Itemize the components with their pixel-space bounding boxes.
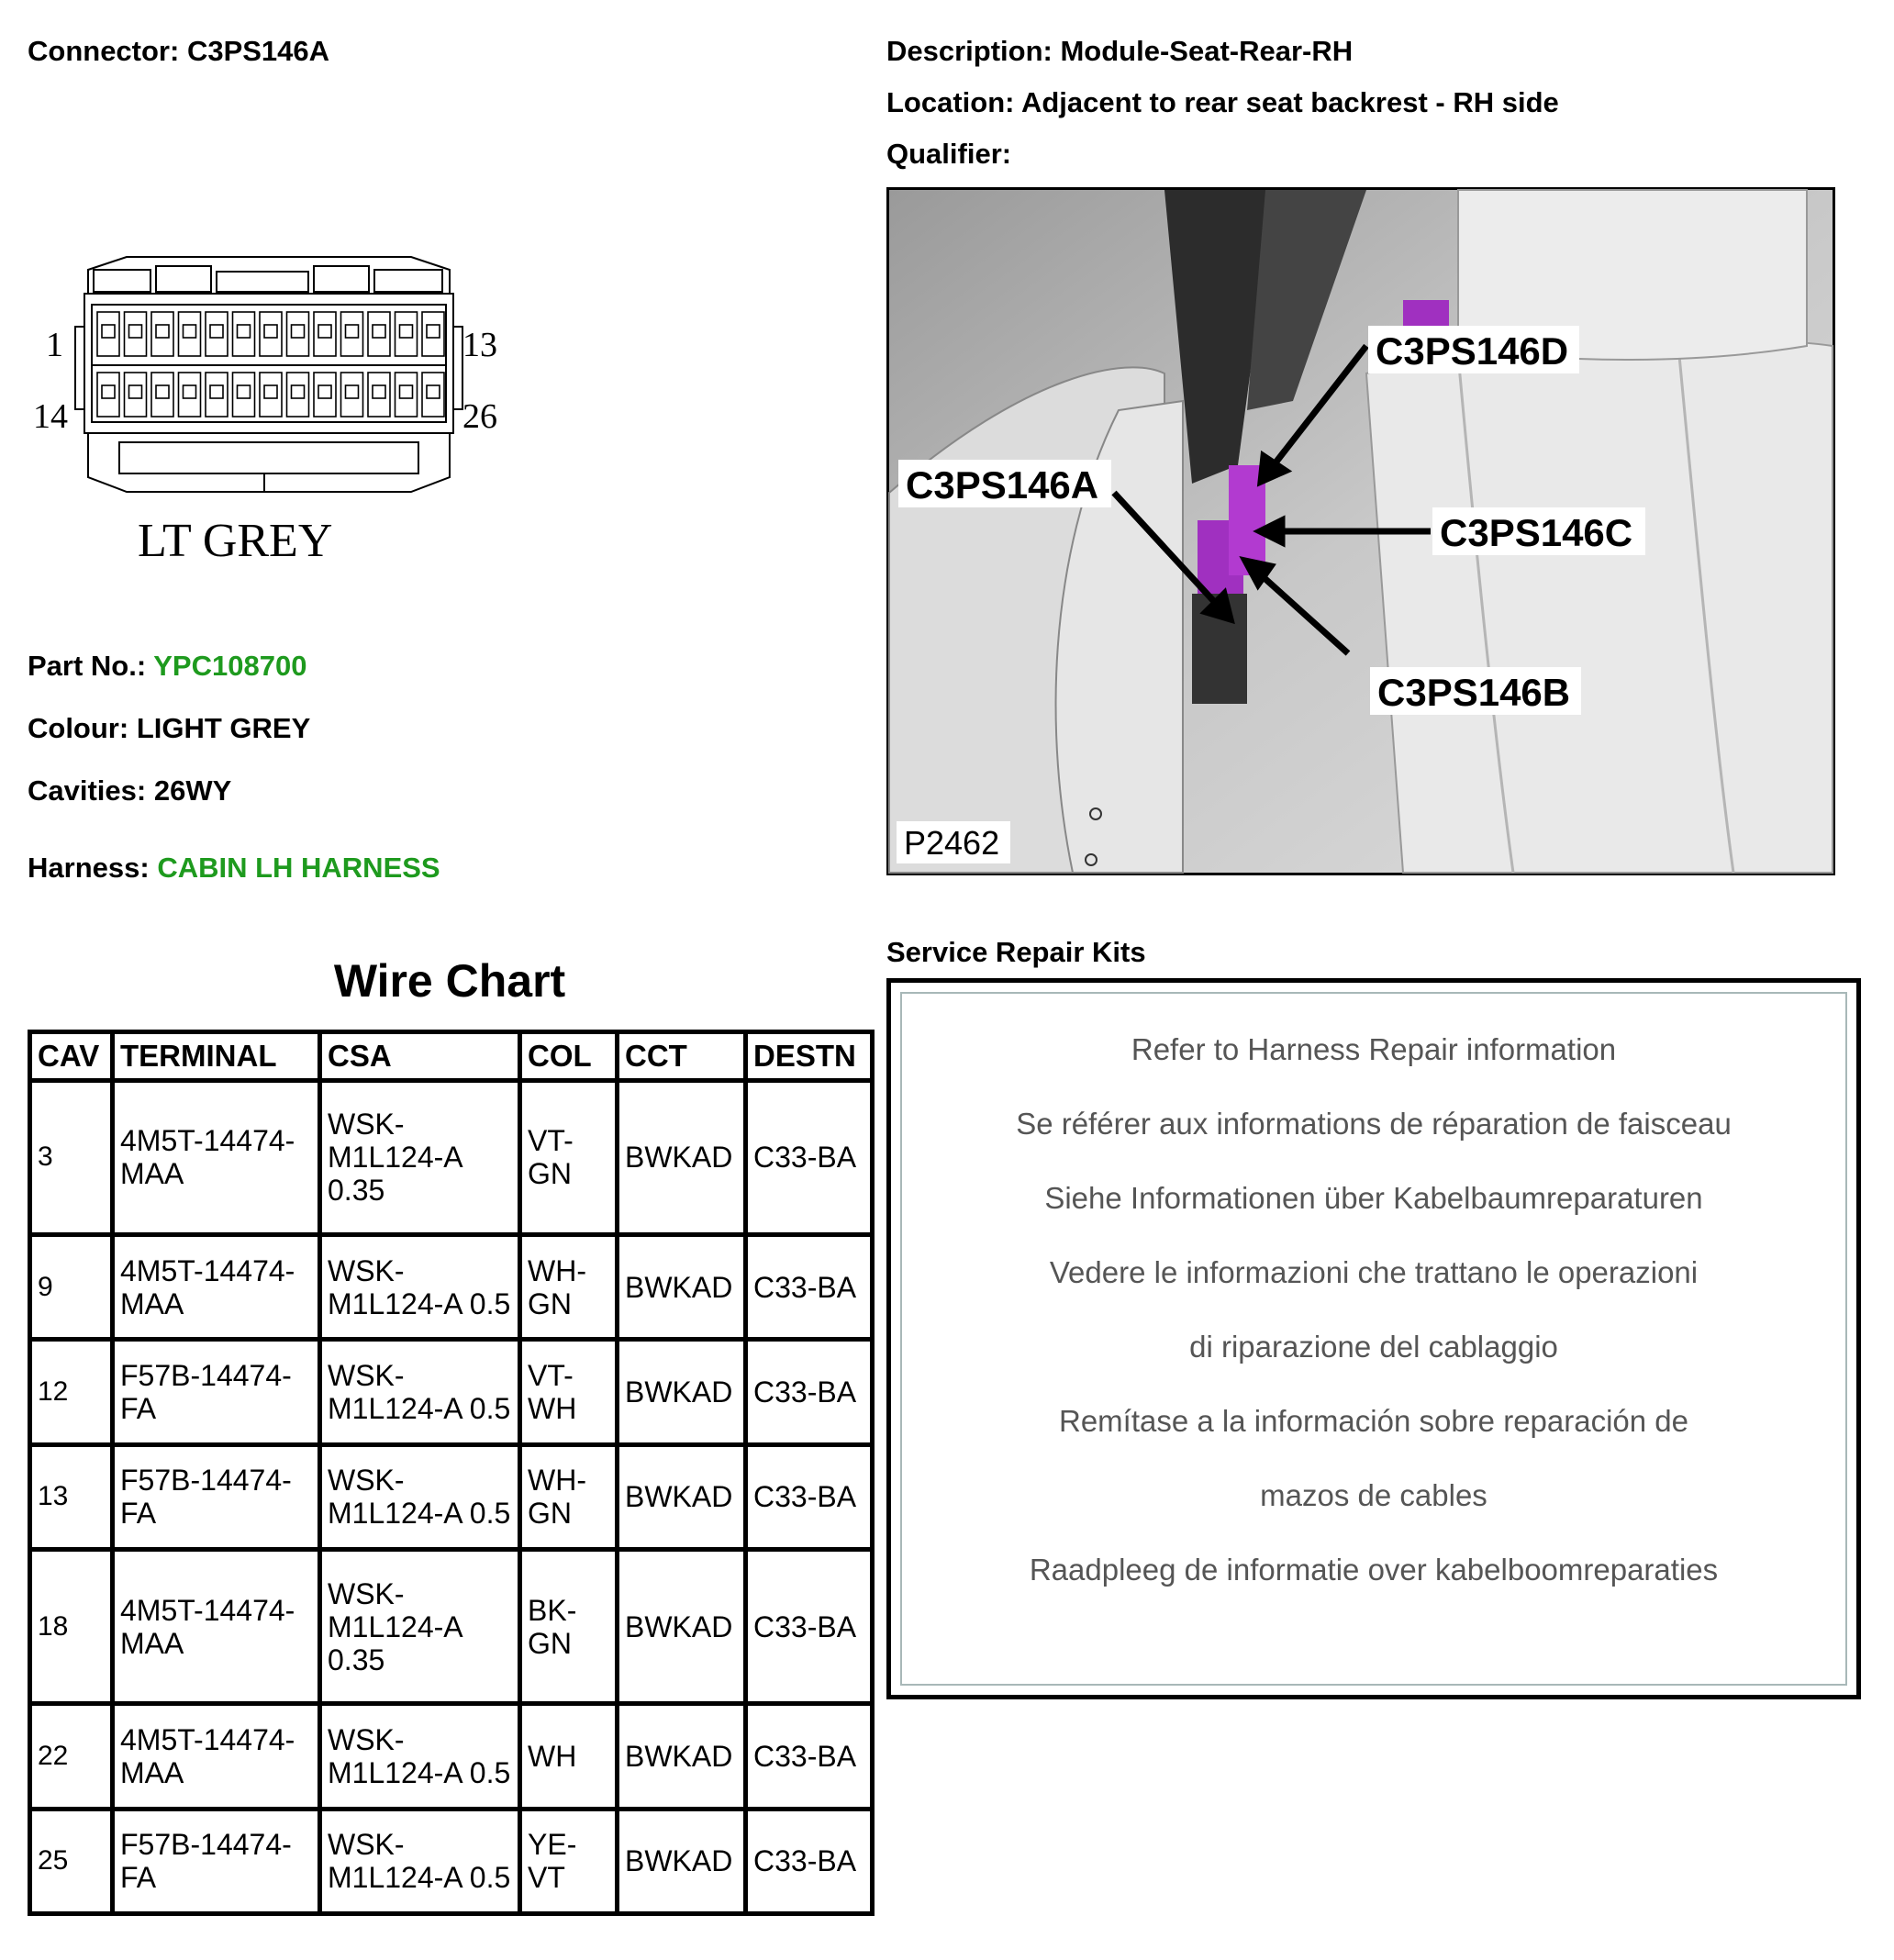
- repair-info-line: mazos de cables: [1260, 1478, 1487, 1512]
- description-field: [886, 35, 1353, 68]
- table-cell-csa: WSK-M1L124-A 0.35: [320, 1550, 520, 1704]
- colour-field: [28, 712, 310, 745]
- table-cell-cct: BWKAD: [618, 1081, 746, 1235]
- table-cell-cav: 13: [30, 1444, 113, 1549]
- pin-label-13: 13: [462, 326, 497, 364]
- table-cell-col: WH-GN: [520, 1234, 618, 1339]
- table-cell-terminal: 4M5T-14474-MAA: [113, 1704, 320, 1809]
- harness-field: [28, 852, 440, 885]
- pin-label-14: 14: [33, 397, 68, 436]
- table-cell-destn: C33-BA: [746, 1444, 873, 1549]
- service-repair-kits-box: [886, 978, 1861, 1699]
- table-cell-cct: BWKAD: [618, 1704, 746, 1809]
- repair-info-line: Remítase a la información sobre reparación de: [1058, 1404, 1689, 1438]
- part-no-label: Part No.:: [28, 650, 147, 682]
- repair-info-line: Se référer aux informations de réparation de faisceau: [1016, 1107, 1732, 1141]
- table-header-row: [30, 1032, 873, 1081]
- connector-field: [28, 35, 329, 68]
- service-repair-kits-panel: [900, 992, 1847, 1686]
- table-cell-col: VT-GN: [520, 1081, 618, 1235]
- description-value: Module-Seat-Rear-RH: [1060, 35, 1354, 67]
- part-no-field: [28, 650, 306, 683]
- table-cell-destn: C33-BA: [746, 1234, 873, 1339]
- part-no-link[interactable]: YPC108700: [153, 650, 307, 682]
- table-cell-cct: BWKAD: [618, 1444, 746, 1549]
- table-cell-terminal: F57B-14474-FA: [113, 1809, 320, 1913]
- connector-colour-text: LT GREY: [138, 515, 333, 567]
- qualifier-label: Qualifier:: [886, 138, 1012, 170]
- figure-id: P2462: [904, 824, 1000, 862]
- table-cell-csa: WSK-M1L124-A 0.35: [320, 1081, 520, 1235]
- table-cell-csa: WSK-M1L124-A 0.5: [320, 1704, 520, 1809]
- column-header-csa: CSA: [320, 1032, 520, 1081]
- table-row: [30, 1234, 873, 1339]
- connector-label: Connector:: [28, 35, 180, 67]
- connector-face-diagram: [26, 248, 497, 569]
- column-header-col: COL: [520, 1032, 618, 1081]
- table-cell-terminal: F57B-14474-FA: [113, 1340, 320, 1444]
- cavities-value: 26WY: [153, 774, 232, 807]
- table-row: [30, 1704, 873, 1809]
- repair-info-line: Raadpleeg de informatie over kabelboomreparaties: [1029, 1553, 1719, 1587]
- table-cell-cav: 25: [30, 1809, 113, 1913]
- location-field: [886, 86, 1559, 119]
- table-cell-destn: C33-BA: [746, 1550, 873, 1704]
- table-cell-destn: C33-BA: [746, 1340, 873, 1444]
- location-value: Adjacent to rear seat backrest - RH side: [1020, 86, 1559, 118]
- table-cell-destn: C33-BA: [746, 1081, 873, 1235]
- table-cell-cct: BWKAD: [618, 1809, 746, 1913]
- pin-label-1: 1: [46, 326, 63, 364]
- location-illustration: [889, 190, 1833, 873]
- table-cell-col: WH-GN: [520, 1444, 618, 1549]
- cavities-field: [28, 774, 231, 807]
- table-cell-csa: WSK-M1L124-A 0.5: [320, 1809, 520, 1913]
- harness-link[interactable]: CABIN LH HARNESS: [157, 852, 440, 884]
- wire-chart-table: [28, 1030, 875, 1916]
- table-cell-col: WH: [520, 1704, 618, 1809]
- column-header-terminal: TERMINAL: [113, 1032, 320, 1081]
- table-cell-cct: BWKAD: [618, 1234, 746, 1339]
- table-cell-terminal: F57B-14474-FA: [113, 1444, 320, 1549]
- table-cell-cav: 12: [30, 1340, 113, 1444]
- table-cell-csa: WSK-M1L124-A 0.5: [320, 1340, 520, 1444]
- table-cell-terminal: 4M5T-14474-MAA: [113, 1550, 320, 1704]
- service-repair-kits-title: Service Repair Kits: [886, 936, 1146, 968]
- callout-c3ps146a: C3PS146A: [906, 463, 1099, 507]
- table-cell-col: BK-GN: [520, 1550, 618, 1704]
- repair-info-line: Refer to Harness Repair information: [1131, 1032, 1617, 1066]
- location-photo: [886, 187, 1835, 875]
- table-cell-cav: 22: [30, 1704, 113, 1809]
- location-label: Location:: [886, 86, 1015, 118]
- repair-info-line: Siehe Informationen über Kabelbaumreparaturen: [1044, 1181, 1703, 1215]
- colour-label: Colour:: [28, 712, 129, 744]
- table-cell-destn: C33-BA: [746, 1704, 873, 1809]
- colour-value: LIGHT GREY: [136, 712, 311, 744]
- repair-info-line: di riparazione del cablaggio: [1189, 1330, 1558, 1364]
- harness-label: Harness:: [28, 852, 150, 884]
- column-header-cct: CCT: [618, 1032, 746, 1081]
- table-cell-terminal: 4M5T-14474-MAA: [113, 1081, 320, 1235]
- table-row: [30, 1081, 873, 1235]
- qualifier-field: [886, 138, 1011, 171]
- table-cell-cct: BWKAD: [618, 1550, 746, 1704]
- table-cell-col: VT-WH: [520, 1340, 618, 1444]
- table-cell-csa: WSK-M1L124-A 0.5: [320, 1234, 520, 1339]
- table-cell-cav: 9: [30, 1234, 113, 1339]
- pin-label-26: 26: [462, 397, 497, 436]
- connector-value: C3PS146A: [186, 35, 330, 67]
- table-row: [30, 1809, 873, 1913]
- callout-c3ps146c: C3PS146C: [1440, 511, 1633, 554]
- description-label: Description:: [886, 35, 1053, 67]
- table-cell-terminal: 4M5T-14474-MAA: [113, 1234, 320, 1339]
- table-cell-cav: 18: [30, 1550, 113, 1704]
- cavities-label: Cavities:: [28, 774, 147, 807]
- callout-c3ps146b: C3PS146B: [1377, 671, 1571, 714]
- table-cell-cct: BWKAD: [618, 1340, 746, 1444]
- wire-chart-title: Wire Chart: [333, 955, 566, 1007]
- table-cell-csa: WSK-M1L124-A 0.5: [320, 1444, 520, 1549]
- table-cell-col: YE-VT: [520, 1809, 618, 1913]
- column-header-destn: DESTN: [746, 1032, 873, 1081]
- table-row: [30, 1340, 873, 1444]
- table-cell-cav: 3: [30, 1081, 113, 1235]
- column-header-cav: CAV: [30, 1032, 113, 1081]
- repair-info-line: Vedere le informazioni che trattano le operazioni: [1049, 1255, 1699, 1289]
- callout-c3ps146d: C3PS146D: [1376, 329, 1569, 373]
- table-row: [30, 1444, 873, 1549]
- table-cell-destn: C33-BA: [746, 1809, 873, 1913]
- table-row: [30, 1550, 873, 1704]
